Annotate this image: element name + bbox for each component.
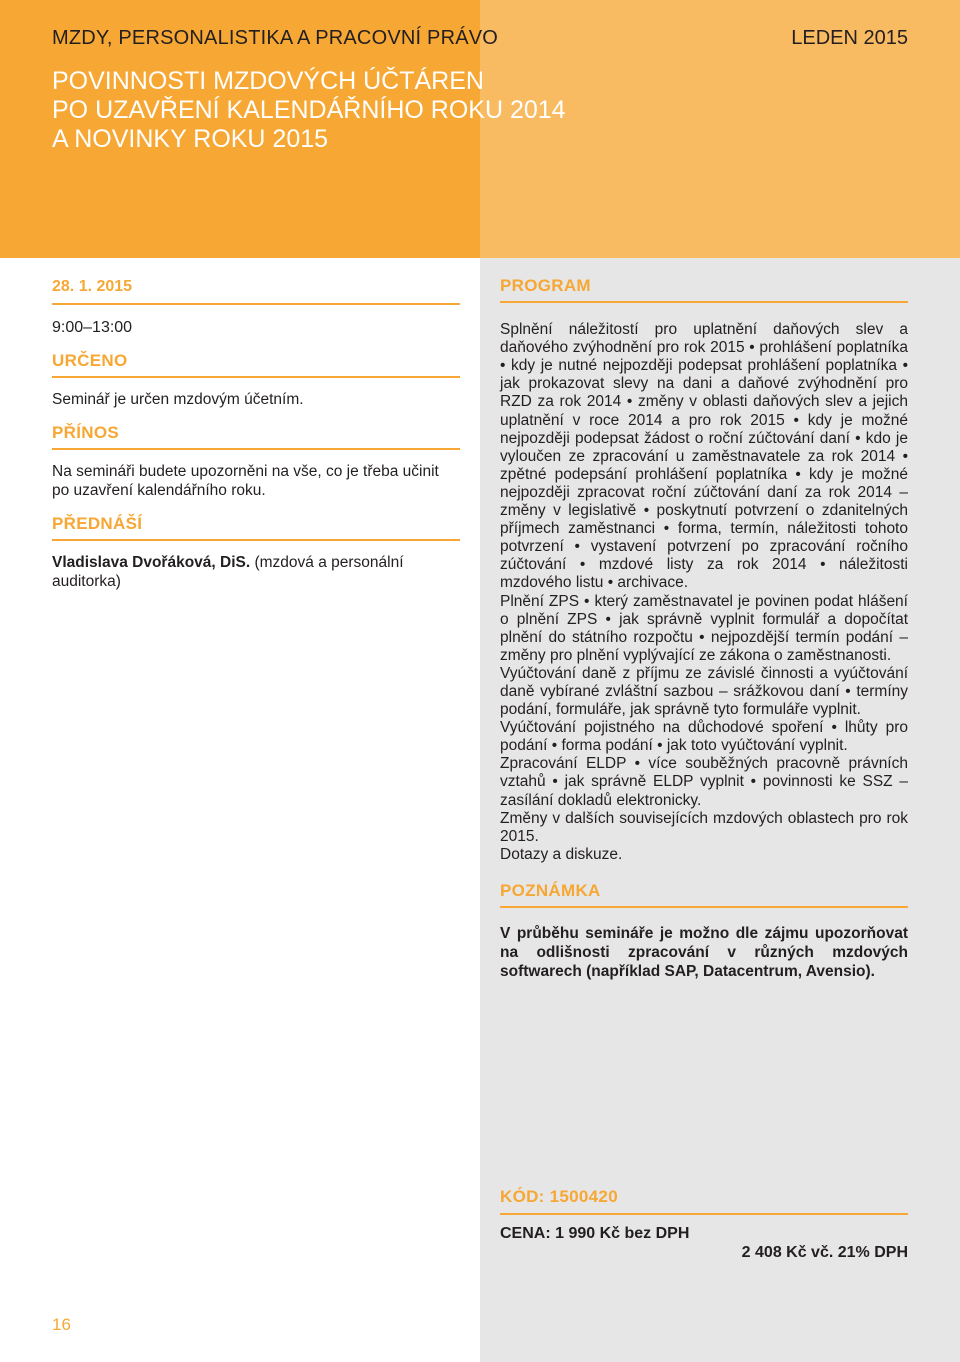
program-paragraph: Splnění náležitostí pro uplatnění daňových slev a daňového zvýhodnění pro rok 2015 • prohlášení poplatníka • kdy je nutné nejpozději podepsat prohlášení poplatníka • jak prokazovat slevy na dani a daňové zvýhodnění pro RZD za rok 2014 • změny v oblasti daňových slev a jejich uplatnění v roce 2014 a pro rok 2015 • kdy je možné nejpozději podepsat žádost o roční zúčtování daní • kdo je vyloučen ze zpracování u zaměstnavatele za rok 2014 • zpětné podepsání prohlášení poplatníka • kdy je možné nejpozději zpracovat roční zúčtování daní za rok 2014 – změny v legislativě • poskytnutí potvrzení o zdanitelných příjmech zaměstnanci • forma, termín, náležitosti tohoto potvrzení • vystavení potvrzení po zpracování ročního zúčtování • mzdové listy za rok 2014 • náležitosti mzdového listu • archivace.	[500, 321, 908, 592]
page-title	[52, 67, 566, 154]
code-block	[500, 1187, 908, 1215]
program-heading: PROGRAM	[500, 277, 908, 303]
program-body	[500, 321, 908, 864]
prinos-text: Na semináři budete upozorněni na vše, co je třeba učinit po uzavření kalendářního roku.	[52, 463, 439, 499]
program-paragraph: Dotazy a diskuze.	[500, 845, 623, 863]
lecturer-role: (mzdová a personální auditorka)	[52, 554, 404, 590]
event-date: 28. 1. 2015	[52, 277, 460, 305]
header-category: MZDY, PERSONALISTIKA A PRACOVNÍ PRÁVO	[52, 27, 499, 49]
note-heading: POZNÁMKA	[500, 882, 908, 908]
program-paragraph: Zpracování ELDP • více souběžných pracovně právních vztahů • jak správně ELDP vyplnit • povinnosti ke SSZ – zasílání dokladů elektronicky.	[500, 755, 908, 809]
prinos-heading: PŘÍNOS	[52, 423, 460, 450]
header-month: LEDEN 2015	[791, 27, 908, 49]
course-code: KÓD: 1500420	[500, 1187, 908, 1215]
price-block	[500, 1224, 908, 1262]
program-paragraph: Změny v dalších souvisejících mzdových oblastech pro rok 2015.	[500, 809, 908, 845]
title-line: POVINNOSTI MZDOVÝCH ÚČTÁREN	[52, 67, 484, 95]
lecturer-name: Vladislava Dvořáková, DiS.	[52, 554, 251, 571]
urceno-heading: URČENO	[52, 351, 460, 378]
title-line: PO UZAVŘENÍ KALENDÁŘNÍHO ROKU 2014	[52, 96, 566, 124]
program-paragraph: Vyúčtování pojistného na důchodové spoření • lhůty pro podání • forma podání • jak toto vyúčtování vyplnit.	[500, 719, 908, 755]
right-column	[500, 277, 908, 981]
page-number: 16	[52, 1315, 71, 1334]
prednasi-heading: PŘEDNÁŠÍ	[52, 514, 460, 541]
price-without-vat: CENA: 1 990 Kč bez DPH	[500, 1225, 690, 1242]
lecturer	[52, 553, 460, 591]
program-paragraph: Vyúčtování daně z příjmu ze závislé činnosti a vyúčtování daně vybírané zvláštní sazbou – srážkovou daní • termíny podání, formuláře, jak správně tyto formuláře vyplnit.	[500, 664, 908, 719]
note-text: V průběhu semináře je možno dle zájmu upozorňovat na odlišnosti zpracování v různých mzdových softwarech (například SAP, Datacentrum, Avensio).	[500, 925, 908, 980]
urceno-text: Seminář je určen mzdovým účetním.	[52, 391, 304, 408]
title-line: A NOVINKY ROKU 2015	[52, 125, 329, 153]
price-with-vat: 2 408 Kč vč. 21% DPH	[741, 1244, 908, 1261]
left-column	[52, 277, 460, 591]
event-time: 9:00–13:00	[52, 319, 133, 336]
program-paragraph: Plnění ZPS • který zaměstnavatel je povinen podat hlášení o plnění ZPS • jak správně vyplnit formulář a dopočítat plnění do státního rozpočtu • nejpozdější termín podání – změny pro plnění vyplývající ze zákona o zaměstnanosti.	[500, 592, 908, 664]
